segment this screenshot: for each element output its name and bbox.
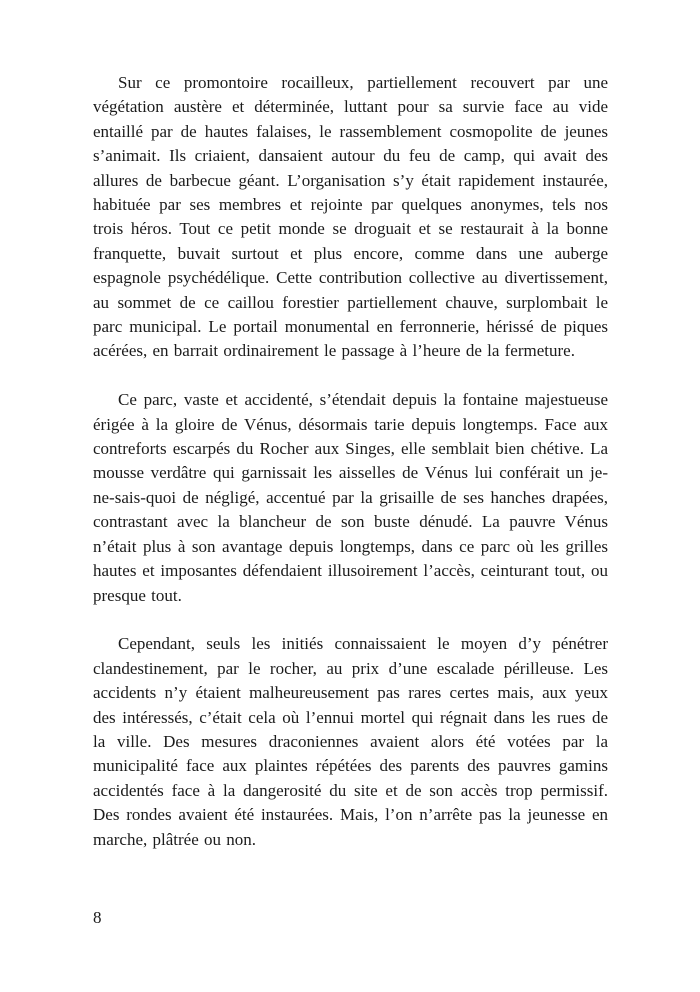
text-block xyxy=(93,71,608,852)
paragraph-1: Sur ce promontoire rocailleux, partiellement recouvert par une végétation austère et déterminée, luttant pour sa survie face au vide entaillé par de hautes falaises, le rassemblement cosmopolite de jeunes s’animait. Ils criaient, dansaient autour du feu de camp, qui avait des allures de barbecue géant. L’organisation s’y était rapidement instaurée, habituée par ses membres et rejointe par quelques anonymes, tels nos trois héros. Tout ce petit monde se droguait et se restaurait à la bonne franquette, buvait surtout et plus encore, comme dans une auberge espagnole psychédélique. Cette contribution collective au divertissement, au sommet de ce caillou forestier partiellement chauve, surplombait le parc municipal. Le portail monumental en ferronnerie, hérissé de piques acérées, en barrait ordinairement le passage à l’heure de la fermeture. xyxy=(93,73,608,361)
page-number: 8 xyxy=(93,908,102,927)
paragraph-3: Cependant, seuls les initiés connaissaient le moyen d’y pénétrer clandestinement, par le rocher, au prix d’une escalade périlleuse. Les accidents n’y étaient malheureusement pas rares certes mais, aux yeux des intéressés, c’était cela où l’ennui mortel qui régnait dans les rues de la ville. Des mesures draconiennes avaient alors été votées par la municipalité face aux plaintes répétées des parents des pauvres gamins accidentés face à la dangerosité du site et de son accès trop permissif. Des rondes avaient été instaurées. Mais, l’on n’arrête pas la jeunesse en marche, plâtrée ou non. xyxy=(93,634,608,849)
paragraph-2: Ce parc, vaste et accidenté, s’étendait depuis la fontaine majestueuse érigée à la gloire de Vénus, désormais tarie depuis longtemps. Face aux contreforts escarpés du Rocher aux Singes, elle semblait bien chétive. La mousse verdâtre qui garnissait les aisselles de Vénus lui conférait un je-ne-sais-quoi de négligé, accentué par la grisaille de ses hanches drapées, contrastant avec la blancheur de son buste dénudé. La pauvre Vénus n’était plus à son avantage depuis longtemps, dans ce parc où les grilles hautes et imposantes défendaient illusoirement l’accès, ceinturant tout, ou presque tout. xyxy=(93,390,608,605)
